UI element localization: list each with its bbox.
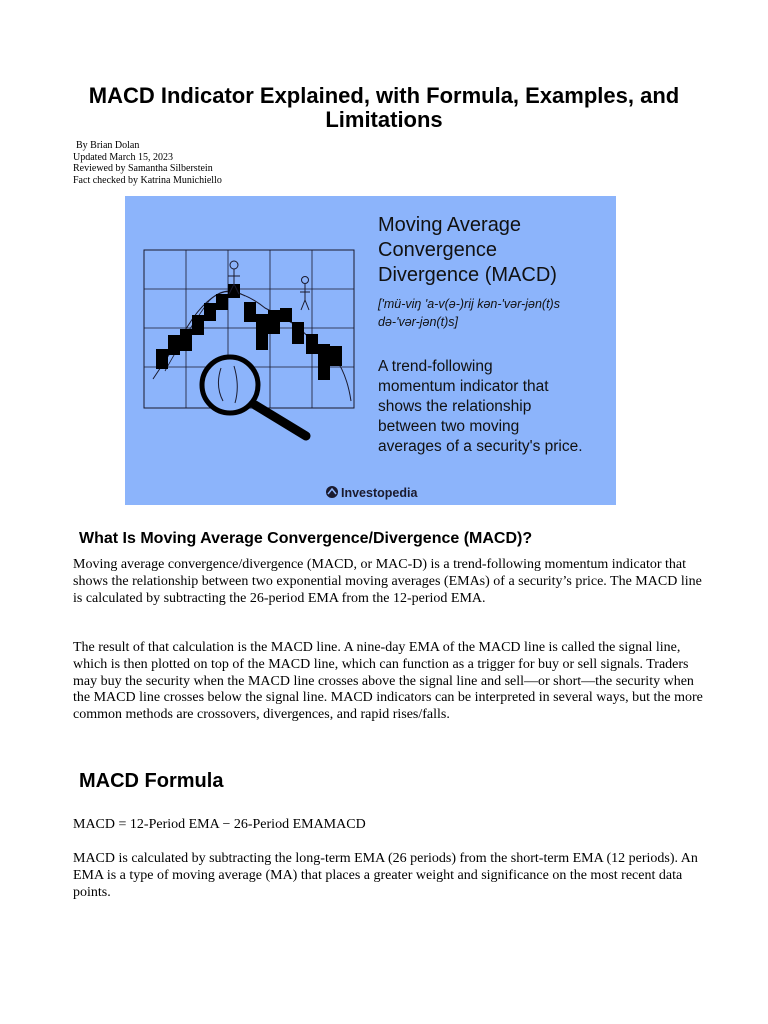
section-heading-macd-formula: MACD Formula [79,770,224,792]
magnifying-glass-icon [202,357,306,436]
infographic-heading-line-3: Divergence (MACD) [378,264,557,286]
brand-name: Investopedia [341,486,418,500]
infographic-heading-line-2: Convergence [378,239,497,261]
formula-line: MACD = 12-Period EMA − 26-Period EMAMACD [73,817,366,832]
definition-line-3: shows the relationship [378,398,532,415]
definition-line-2: momentum indicator that [378,378,549,395]
macd-infographic [125,196,616,505]
author: By Brian Dolan [76,140,140,151]
definition-line-5: averages of a security's price. [378,438,583,455]
section-heading-what-is-macd: What Is Moving Average Convergence/Divergence (MACD)? [79,530,533,547]
investopedia-logo-icon [326,486,338,498]
infographic-heading-line-1: Moving Average [378,214,522,236]
paragraph-1: Moving average convergence/divergence (MACD, or MAC-D) is a trend-following momentum indicator that shows the relationship between two exponential moving averages (EMAs) of a security’s price. The MACD line is calculated by subtracting the 26-period EMA from the 12-period EMA. [73,557,702,606]
updated-date: Updated March 15, 2023 [73,151,173,163]
article-title: MACD Indicator Explained, with Formula, Examples, and Limitations [88,83,680,132]
pronunciation-line-2: də-'vər-jən(t)s] [378,315,458,329]
paragraph-3: MACD is calculated by subtracting the long-term EMA (26 periods) from the short-term EMA (12 periods). An EMA is a type of moving average (MA) that places a greater weight and significance on the most recent data points. [73,851,698,900]
byline [73,140,222,186]
definition-line-4: between two moving [378,418,520,435]
reviewer: Reviewed by Samantha Silberstein [73,163,213,174]
pronunciation-line-1: ['mü-viŋ 'a-v(ə-)rij kən-'vər-jən(t)s [378,297,560,311]
definition-line-1: A trend-following [378,358,493,375]
fact-checker: Fact checked by Katrina Munichiello [73,174,222,186]
paragraph-2: The result of that calculation is the MACD line. A nine-day EMA of the MACD line is called the signal line, which is then plotted on top of the MACD line, which can function as a trigger for buy or sell signals. Traders may buy the security when the MACD line crosses above the signal line and sell—or short—the security when the MACD line crosses below the signal line. MACD indicators can be interpreted in several ways, but the more common methods are crossovers, divergences, and rapid rises/falls. [73,640,703,723]
